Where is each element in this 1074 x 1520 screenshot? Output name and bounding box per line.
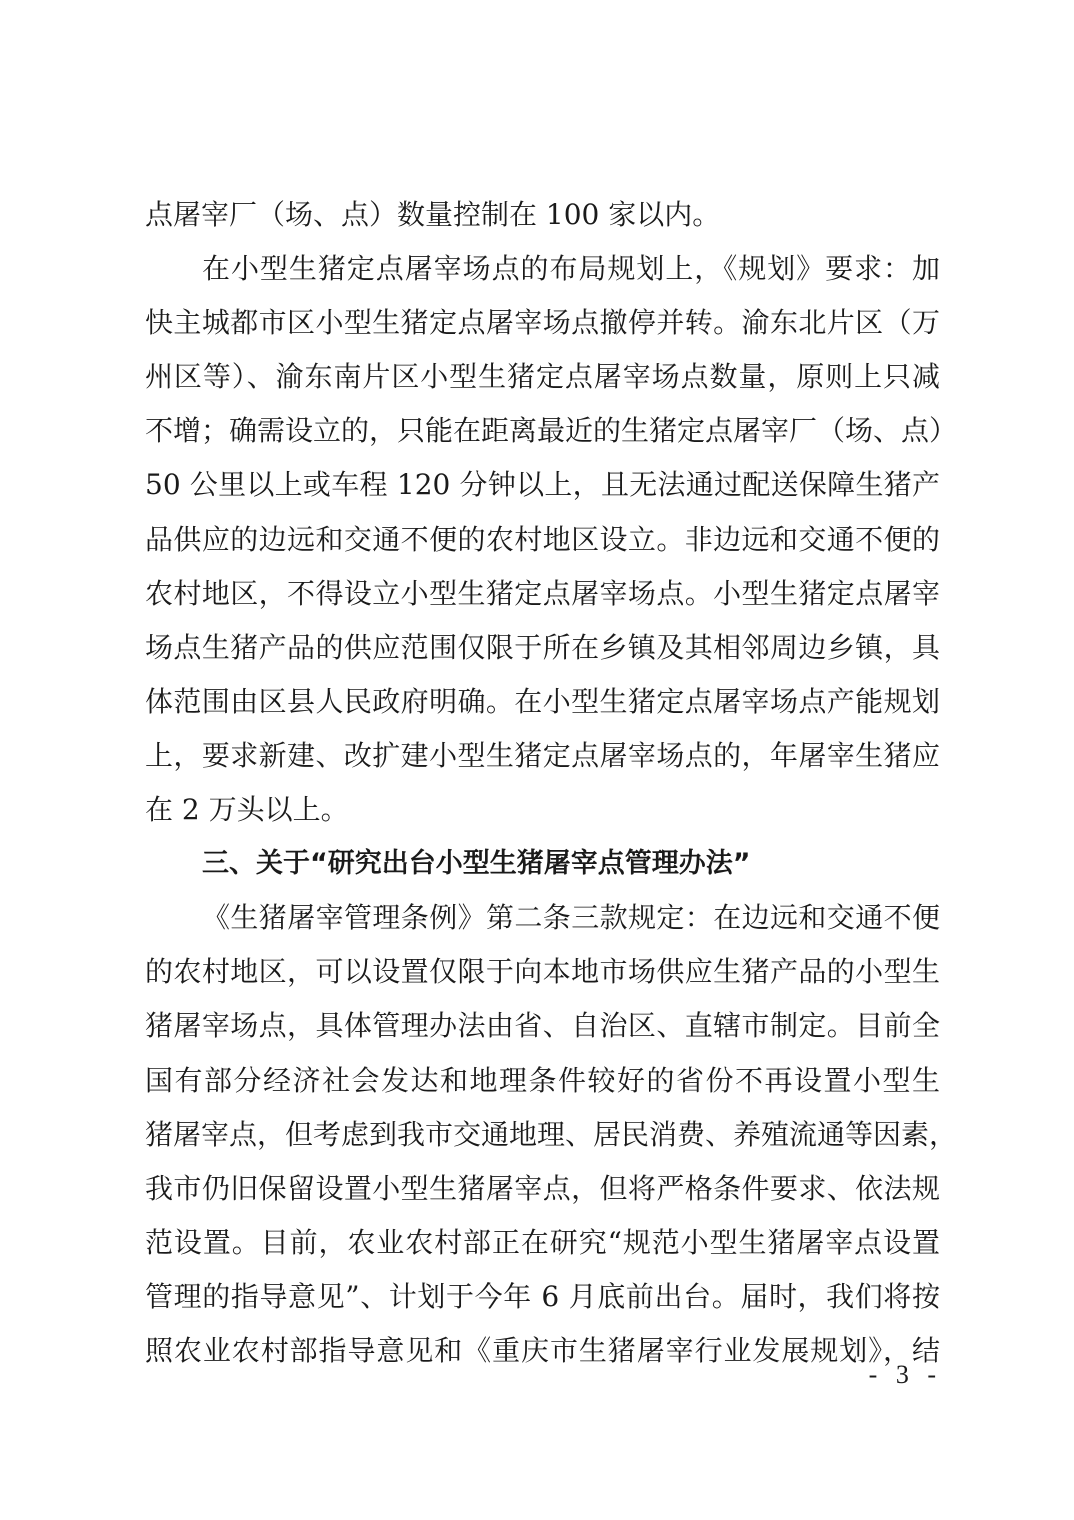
text-line: 50 公里以上或车程 120 分钟以上，且无法通过配送保障生猪产 xyxy=(145,468,940,502)
page-number: - 3 - xyxy=(868,1360,942,1389)
text-line: 管理的指导意见”、计划于今年 6 月底前出台。届时，我们将按 xyxy=(145,1279,940,1313)
text-line: 品供应的边远和交通不便的农村地区设立。非边远和交通不便的 xyxy=(145,522,940,556)
text-line: 范设置。目前，农业农村部正在研究“规范小型生猪屠宰点设置 xyxy=(145,1225,940,1259)
text-line: 点屠宰厂（场、点）数量控制在 100 家以内。 xyxy=(145,198,721,231)
text-line: 国有部分经济社会发达和地理条件较好的省份不再设置小型生 xyxy=(145,1063,940,1097)
text-line: 上，要求新建、改扩建小型生猪定点屠宰场点的，年屠宰生猪应 xyxy=(145,738,940,772)
text-line: 照农业农村部指导意见和《重庆市生猪屠宰行业发展规划》，结 xyxy=(145,1333,940,1367)
text-line: 体范围由区县人民政府明确。在小型生猪定点屠宰场点产能规划 xyxy=(145,684,940,718)
text-line: 的农村地区，可以设置仅限于向本地市场供应生猪产品的小型生 xyxy=(145,955,940,989)
text-line: 在 2 万头以上。 xyxy=(145,793,349,827)
text-line: 猪屠宰点，但考虑到我市交通地理、居民消费、养殖流通等因素， xyxy=(145,1117,958,1151)
text-line: 农村地区，不得设立小型生猪定点屠宰场点。小型生猪定点屠宰 xyxy=(145,576,940,610)
paragraph-first-line: 《生猪屠宰管理条例》第二条三款规定：在边远和交通不便 xyxy=(202,901,940,935)
text-line: 场点生猪产品的供应范围仅限于所在乡镇及其相邻周边乡镇，具 xyxy=(145,630,940,664)
text-line: 州区等）、渝东南片区小型生猪定点屠宰场点数量，原则上只减 xyxy=(145,360,940,394)
text-line: 猪屠宰场点，具体管理办法由省、自治区、直辖市制定。目前全 xyxy=(145,1009,940,1043)
text-line: 我市仍旧保留设置小型生猪屠宰点，但将严格条件要求、依法规 xyxy=(145,1171,940,1205)
text-line: 快主城都市区小型生猪定点屠宰场点撤停并转。渝东北片区（万 xyxy=(145,306,940,340)
text-line: 不增；确需设立的，只能在距离最近的生猪定点屠宰厂（场、点） xyxy=(145,414,958,448)
paragraph-first-line: 在小型生猪定点屠宰场点的布局规划上，《规划》要求：加 xyxy=(202,252,940,286)
document-body xyxy=(145,188,958,1378)
section-heading: 三、关于“研究出台小型生猪屠宰点管理办法” xyxy=(202,848,751,880)
